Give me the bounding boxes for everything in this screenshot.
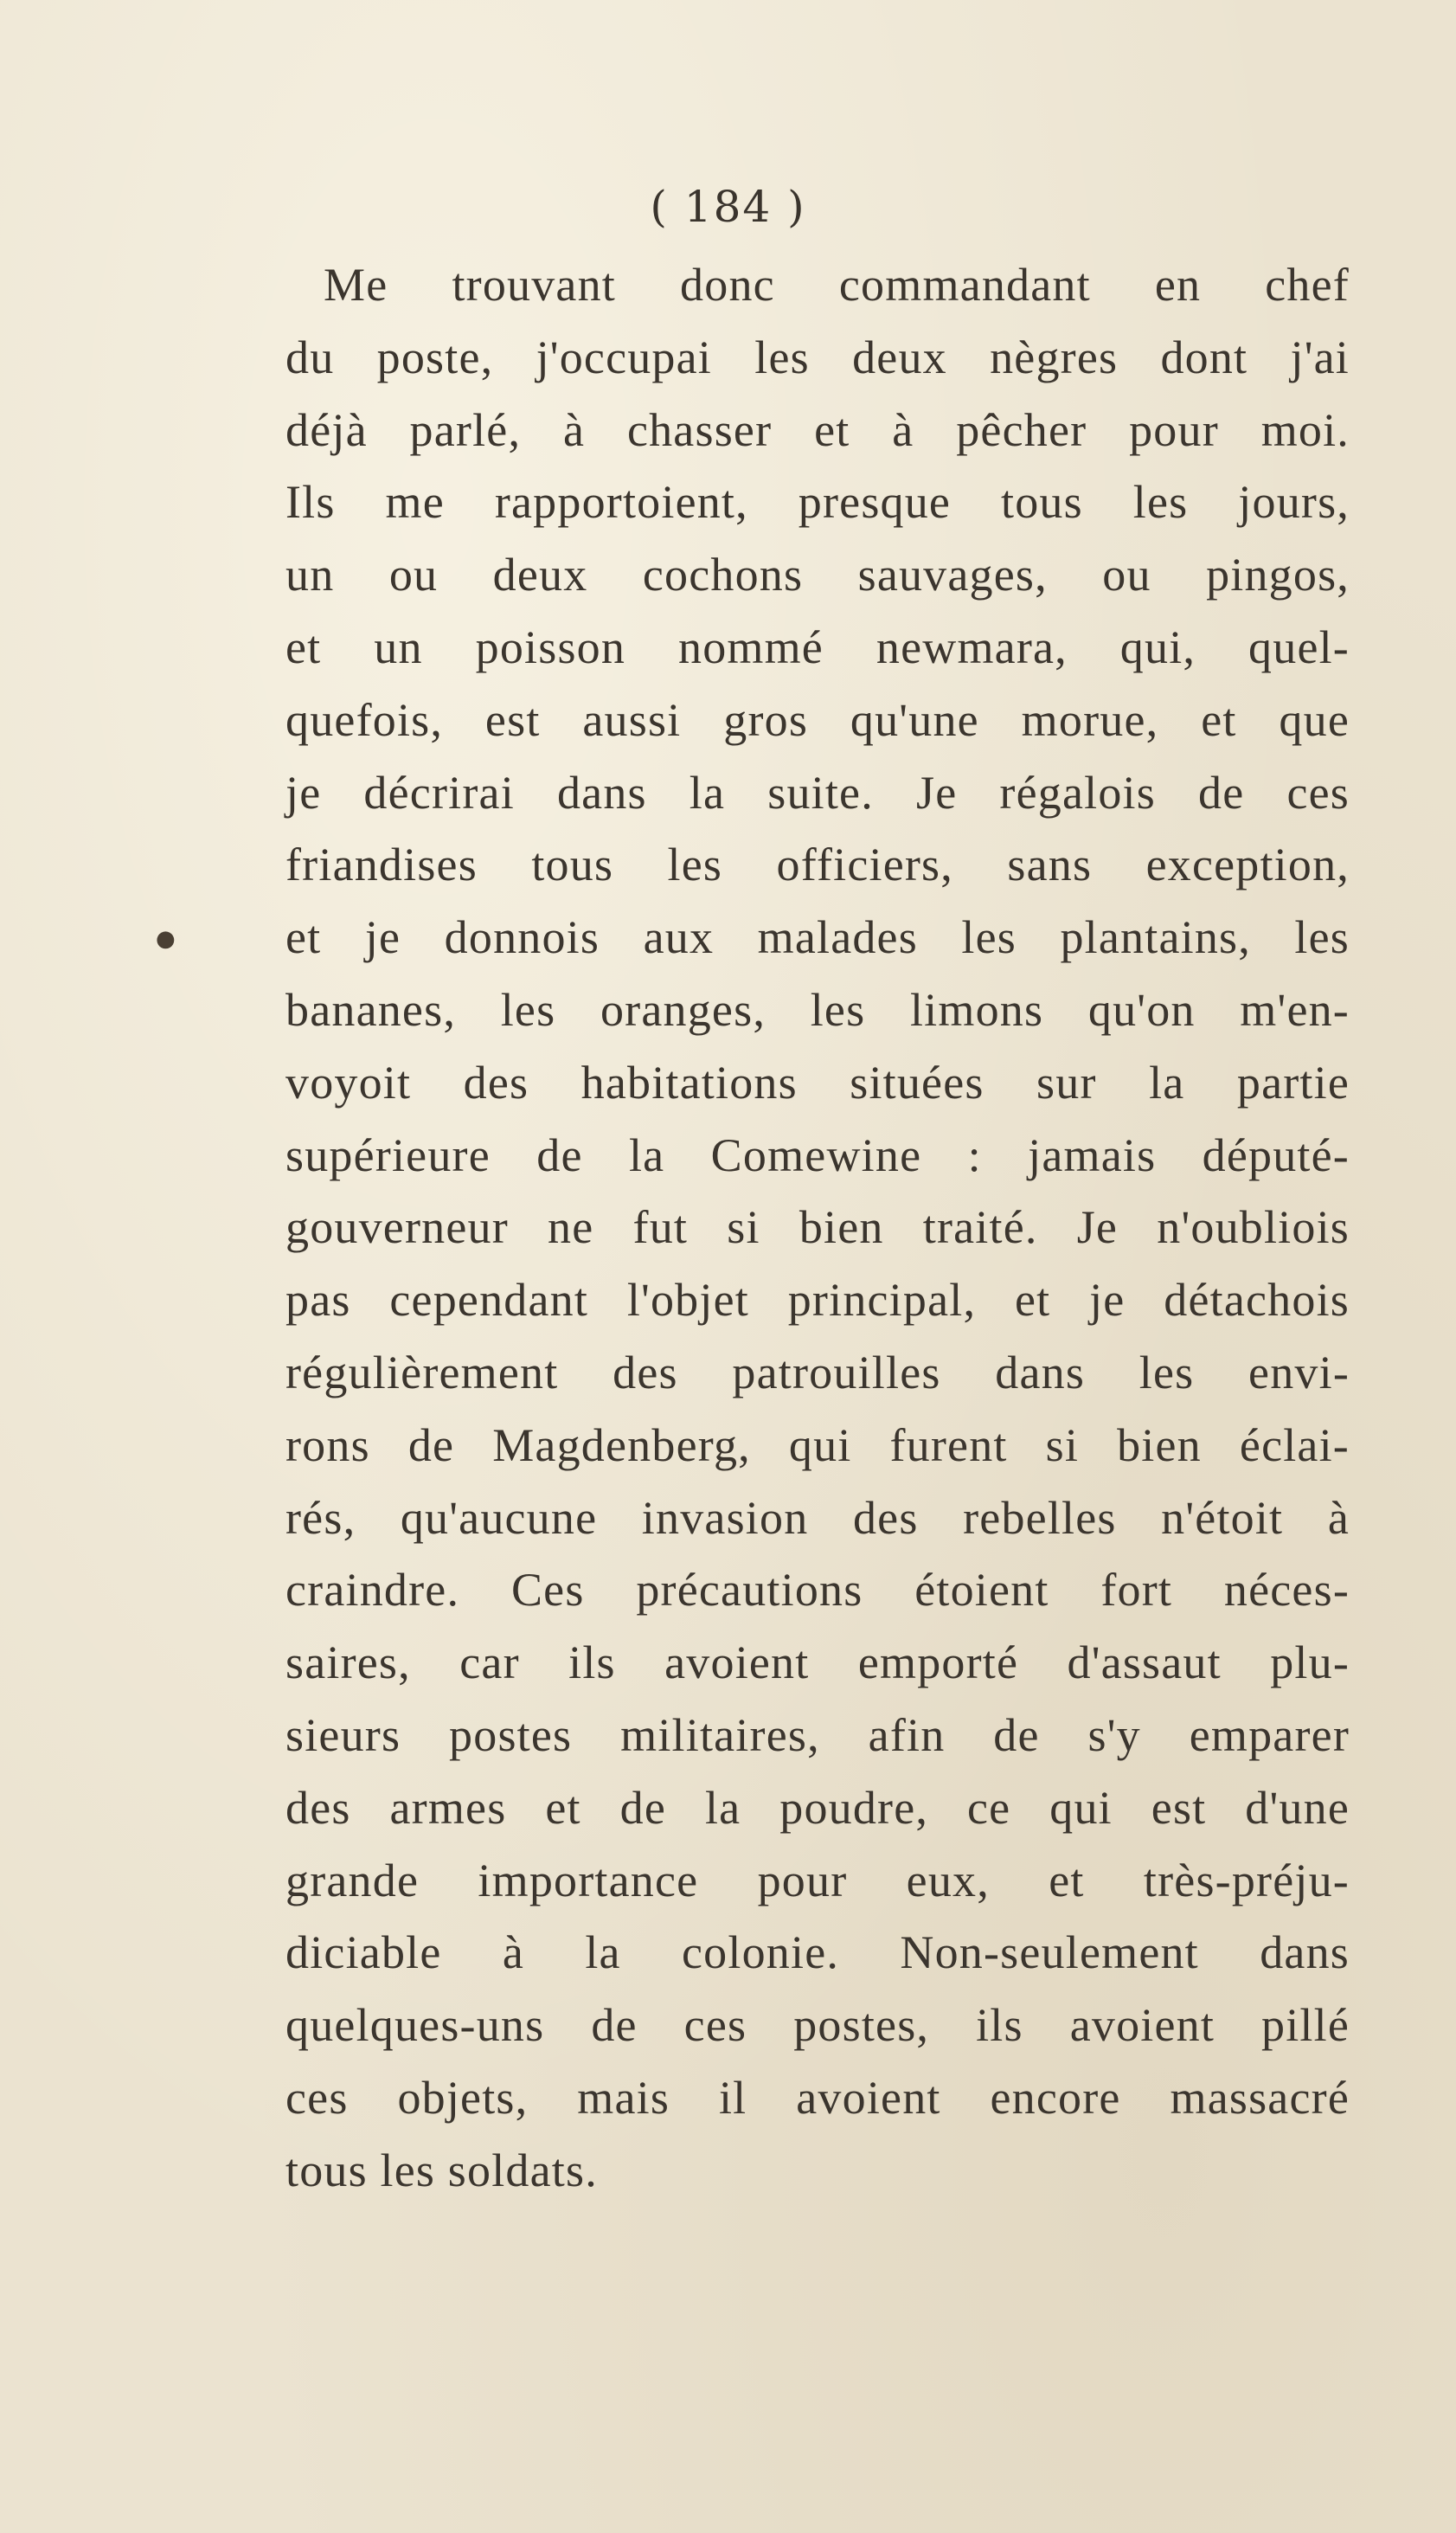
text-line: saires, car ils avoient emporté d'assaut plu- [285,1636,1350,1689]
text-line: sieurs postes militaires, afin de s'y emparer [285,1708,1350,1761]
text-line: et un poisson nommé newmara, qui, quel- [285,620,1350,673]
text-line: supérieure de la Comewine : jamais député- [285,1128,1350,1181]
text-line: je décrirai dans la suite. Je régalois de ces [285,766,1350,819]
text-line: un ou deux cochons sauvages, ou pingos, [285,549,1350,601]
text-line: friandises tous les officiers, sans exception, [285,839,1350,891]
text-line: du poste, j'occupai les deux nègres dont j'ai [285,331,1350,383]
text-line: ces objets, mais il avoient encore massacré [285,2071,1350,2124]
margin-bullet-icon: ● [156,926,176,952]
page-number: ( 184 ) [650,182,806,232]
text-line: Me trouvant donc commandant en chef [324,259,1350,311]
text-line: tous les soldats. [285,2144,598,2196]
text-line: pas cependant l'objet principal, et je détachois [285,1274,1350,1327]
text-line: diciable à la colonie. Non-seulement dans [285,1926,1350,1979]
text-line: quelques-uns de ces postes, ils avoient pillé [285,1999,1350,2052]
text-line: régulièrement des patrouilles dans les envi- [285,1346,1350,1398]
text-line: déjà parlé, à chasser et à pêcher pour moi. [285,403,1350,456]
text-line: grande importance pour eux, et très-préju- [285,1854,1350,1906]
text-line: bananes, les oranges, les limons qu'on m'en- [285,983,1350,1036]
text-line: craindre. Ces précautions étoient fort néces- [285,1564,1350,1617]
text-line: des armes et de la poudre, ce qui est d'une [285,1781,1350,1834]
text-line: et je donnois aux malades les plantains, les [285,911,1350,964]
text-line: Ils me rapportoient, presque tous les jours, [285,476,1350,529]
body-text [285,249,1350,2208]
text-line: gouverneur ne fut si bien traité. Je n'oubliois [285,1201,1350,1254]
text-line: quefois, est aussi gros qu'une morue, et que [285,693,1350,746]
text-line: rons de Magdenberg, qui furent si bien éclai- [285,1418,1350,1471]
text-line: voyoit des habitations situées sur la partie [285,1056,1350,1109]
text-line: rés, qu'aucune invasion des rebelles n'étoit à [285,1491,1350,1544]
